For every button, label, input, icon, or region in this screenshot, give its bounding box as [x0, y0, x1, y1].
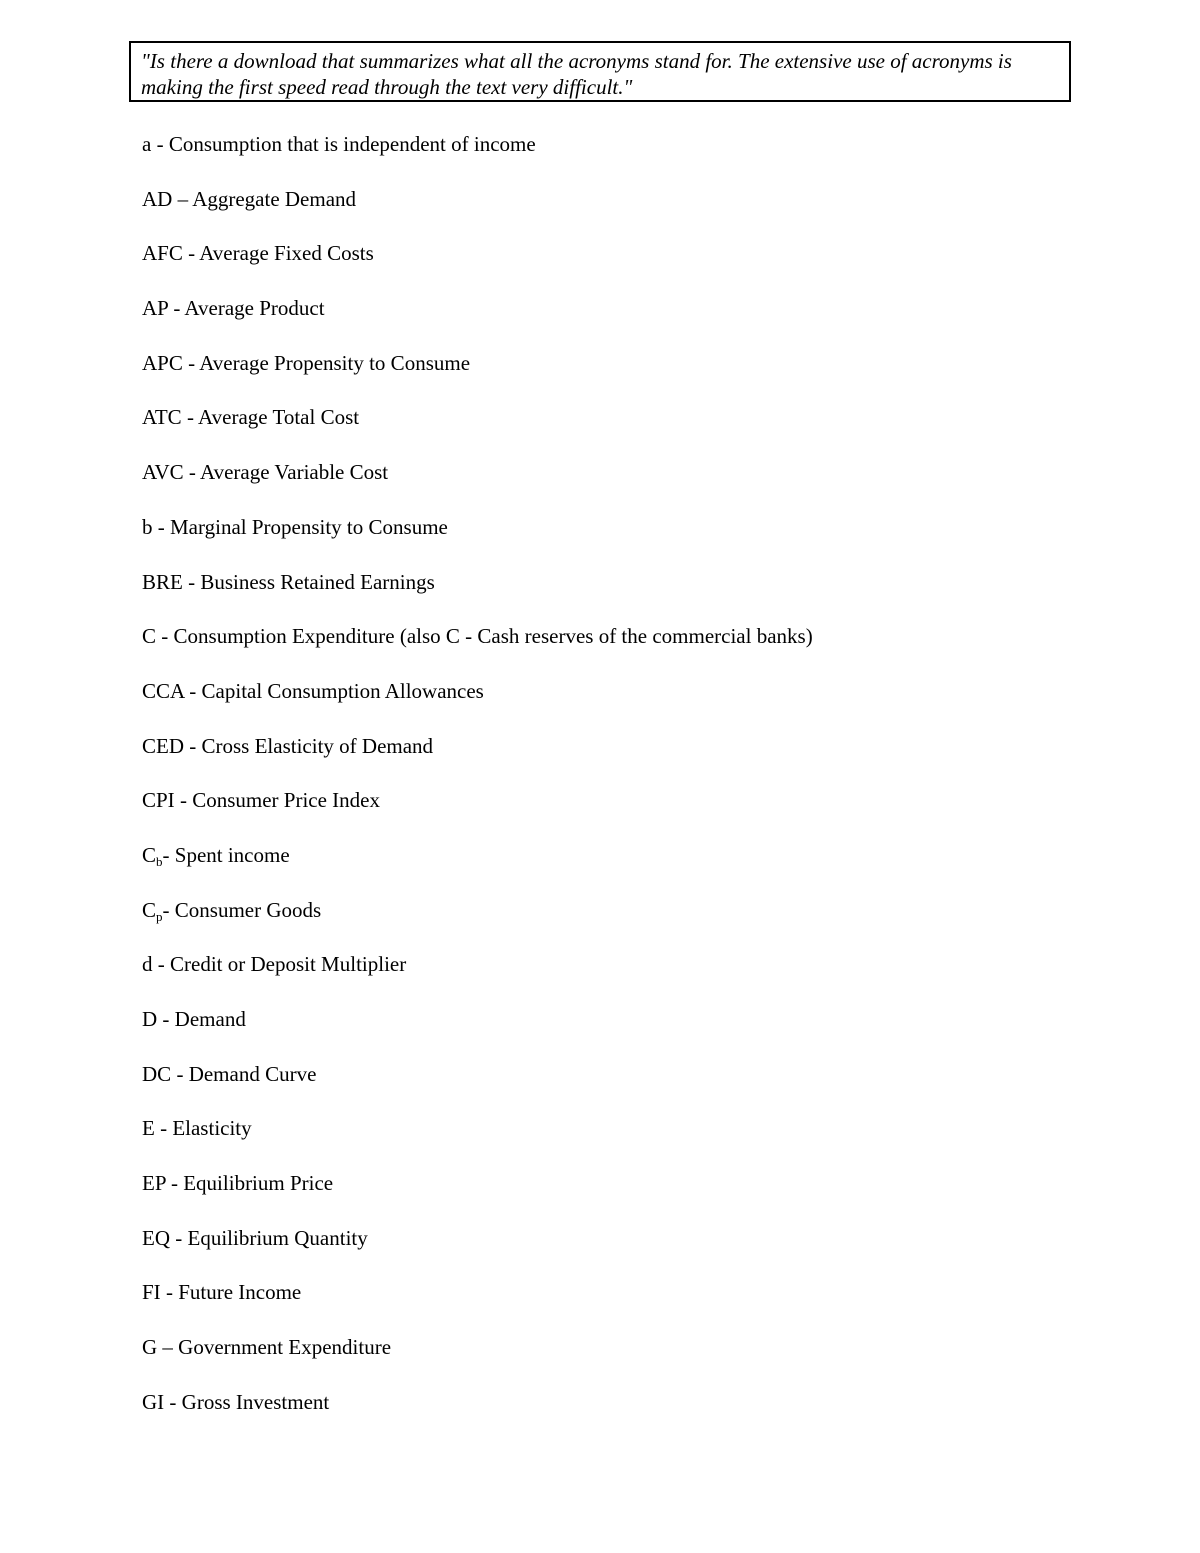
- acronym-entry: [142, 1061, 813, 1116]
- acronym-meaning: Consumer Price Index: [192, 788, 380, 813]
- acronym-entry: [142, 350, 813, 405]
- acronym-abbr: EQ: [142, 1225, 170, 1250]
- acronym-entry: [142, 951, 813, 1006]
- acronym-meaning: Average Fixed Costs: [199, 241, 374, 266]
- acronym-separator: -: [181, 405, 199, 430]
- acronym-separator: -: [151, 132, 169, 156]
- acronym-entry: [142, 514, 813, 569]
- acronym-entry: [142, 569, 813, 624]
- acronym-abbr: E: [142, 1116, 155, 1141]
- acronym-meaning: Consumer Goods: [174, 897, 322, 922]
- acronym-abbr: APC: [142, 350, 183, 375]
- acronym-meaning: Elasticity: [172, 1116, 252, 1141]
- acronym-meaning: Business Retained Earnings: [200, 569, 435, 594]
- acronym-entry: [142, 678, 813, 733]
- acronym-abbr: BRE: [142, 569, 183, 594]
- acronym-entry: [142, 623, 813, 678]
- acronym-abbr: EP: [142, 1171, 166, 1196]
- acronym-abbr: AP: [142, 296, 169, 321]
- acronym-abbr: AD: [142, 186, 173, 211]
- acronym-abbr: C: [142, 897, 157, 922]
- acronym-entry: [142, 1006, 813, 1061]
- acronym-entry: [142, 1170, 813, 1225]
- acronym-list: [142, 131, 813, 1444]
- acronym-entry: [142, 240, 813, 295]
- acronym-separator: -: [182, 350, 200, 375]
- acronym-meaning: Cross Elasticity of Demand: [201, 733, 434, 758]
- acronym-entry: [142, 1115, 813, 1170]
- acronym-entry: [142, 1334, 813, 1389]
- acronym-entry: [142, 459, 813, 514]
- acronym-meaning: Marginal Propensity to Consume: [170, 514, 448, 539]
- acronym-meaning: Consumption Expenditure (also C - Cash reserves of the commercial banks): [173, 624, 813, 649]
- acronym-meaning: Spent income: [174, 842, 290, 867]
- acronym-abbr: a: [142, 132, 152, 156]
- acronym-entry: [142, 733, 813, 788]
- acronym-entry: [142, 295, 813, 350]
- acronym-meaning: Consumption that is independent of income: [168, 132, 536, 156]
- acronym-abbr: ATC: [142, 405, 182, 430]
- acronym-meaning: Average Total Cost: [198, 405, 360, 430]
- acronym-entry: [142, 1279, 813, 1334]
- acronym-abbr: GI: [142, 1389, 165, 1414]
- acronym-separator: -: [182, 569, 201, 594]
- quote-text: "Is there a download that summarizes what all the acronyms stand for. The extensive use of acronyms is making the first speed read through the text very difficult.": [141, 49, 1012, 99]
- acronym-meaning: Credit or Deposit Multiplier: [170, 952, 407, 977]
- acronym-abbr: AFC: [142, 241, 183, 266]
- acronym-separator: -: [171, 1061, 189, 1086]
- acronym-entry: [142, 787, 813, 842]
- acronym-separator: -: [174, 788, 193, 813]
- acronym-separator: –: [157, 1335, 179, 1360]
- acronym-meaning: Aggregate Demand: [192, 186, 357, 211]
- acronym-separator: -: [184, 733, 202, 758]
- acronym-separator: -: [183, 460, 200, 485]
- acronym-separator: –: [172, 186, 193, 211]
- acronym-abbr: G: [142, 1335, 158, 1360]
- acronym-abbr: C: [142, 624, 157, 649]
- acronym-separator: -: [182, 241, 200, 266]
- acronym-abbr: C: [142, 842, 157, 867]
- quote-box: [129, 41, 1071, 102]
- acronym-entry: [142, 186, 813, 241]
- acronym-meaning: Average Product: [184, 296, 325, 321]
- acronym-separator: -: [165, 1171, 184, 1196]
- acronym-meaning: Capital Consumption Allowances: [201, 678, 484, 703]
- acronym-separator: -: [152, 514, 170, 539]
- acronym-abbr: b: [142, 514, 153, 539]
- acronym-entry: [142, 1225, 813, 1280]
- acronym-meaning: Demand Curve: [188, 1061, 317, 1086]
- acronym-separator: -: [168, 296, 185, 321]
- acronym-entry: [142, 897, 813, 952]
- acronym-separator: -: [162, 842, 175, 867]
- acronym-meaning: Demand: [174, 1007, 246, 1031]
- acronym-entry: [142, 404, 813, 459]
- acronym-subscript: b: [156, 853, 163, 869]
- acronym-subscript: p: [156, 908, 163, 924]
- acronym-entry: [142, 131, 813, 186]
- acronym-meaning: Average Variable Cost: [199, 460, 389, 485]
- acronym-entry: [142, 842, 813, 897]
- acronym-meaning: Future Income: [178, 1280, 302, 1305]
- acronym-abbr: DC: [142, 1061, 172, 1086]
- acronym-abbr: CED: [142, 733, 184, 758]
- acronym-separator: -: [154, 1116, 173, 1141]
- acronym-abbr: AVC: [142, 460, 184, 485]
- acronym-separator: -: [152, 952, 170, 977]
- acronym-separator: -: [156, 624, 174, 649]
- acronym-abbr: CPI: [142, 788, 175, 813]
- acronym-meaning: Gross Investment: [181, 1389, 330, 1414]
- acronym-separator: -: [162, 897, 175, 922]
- acronym-meaning: Government Expenditure: [178, 1335, 392, 1360]
- acronym-abbr: D: [142, 1007, 158, 1031]
- acronym-meaning: Equilibrium Price: [183, 1171, 334, 1196]
- acronym-entry: [142, 1389, 813, 1444]
- acronym-separator: -: [184, 678, 202, 703]
- acronym-meaning: Average Propensity to Consume: [199, 350, 471, 375]
- acronym-separator: -: [164, 1389, 182, 1414]
- acronym-separator: -: [160, 1280, 179, 1305]
- acronym-abbr: CCA: [142, 678, 185, 703]
- acronym-separator: -: [157, 1007, 175, 1031]
- acronym-abbr: FI: [142, 1280, 161, 1305]
- acronym-abbr: d: [142, 952, 153, 977]
- acronym-separator: -: [170, 1225, 188, 1250]
- acronym-meaning: Equilibrium Quantity: [187, 1225, 368, 1250]
